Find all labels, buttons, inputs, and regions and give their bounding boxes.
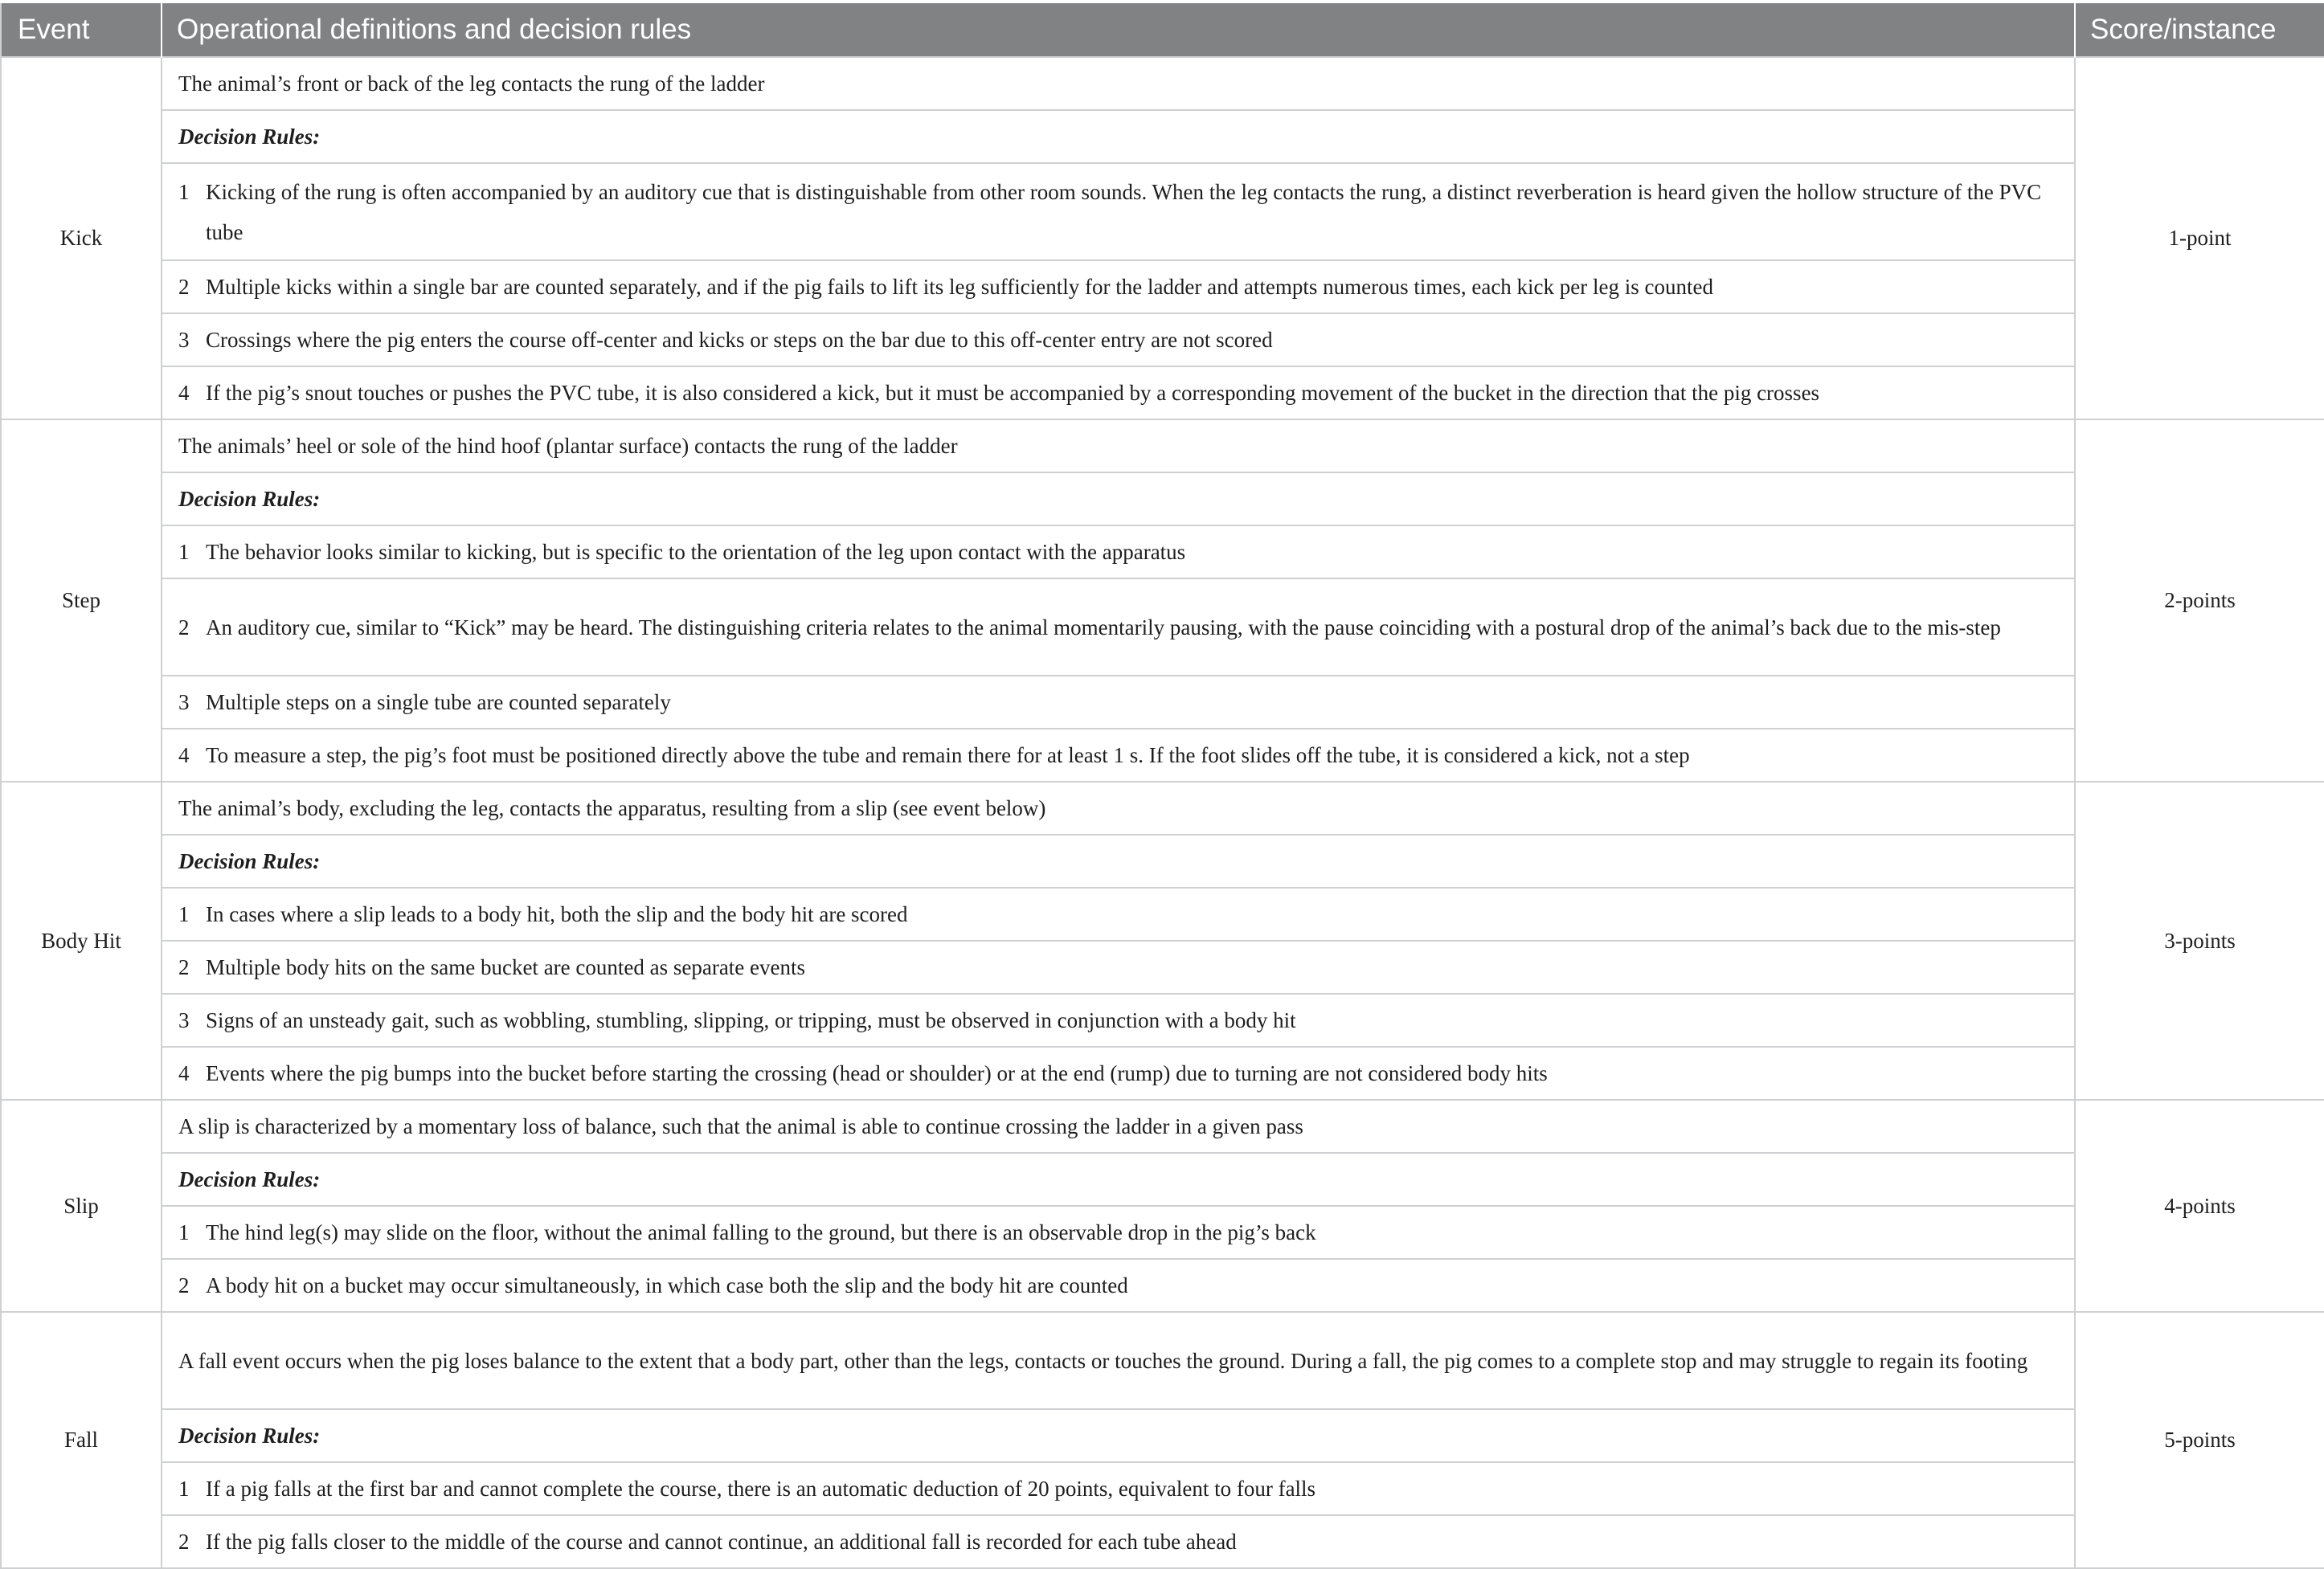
rule-number: 1	[178, 902, 190, 926]
decision-rules-label: Decision Rules:	[162, 110, 2075, 163]
rule-cell	[162, 1047, 2075, 1100]
event-score: 4-points	[2075, 1100, 2324, 1312]
event-name: Kick	[1, 57, 162, 419]
rule-item	[178, 1053, 2060, 1093]
rule-text: Events where the pig bumps into the bucket before starting the crossing (head or shoulder) or at the end (rump) due to turning are not considered body hits	[206, 1061, 1548, 1085]
rule-cell	[162, 888, 2075, 941]
event-row-body-hit	[1, 782, 2324, 835]
rule-number: 3	[178, 690, 190, 714]
event-score: 1-point	[2075, 57, 2324, 419]
rule-number: 4	[178, 381, 190, 405]
event-row-slip	[1, 1100, 2324, 1153]
rule-item	[178, 1265, 2060, 1305]
rule-text: An auditory cue, similar to “Kick” may be heard. The distinguishing criteria relates to the animal momentarily pausing, with the pause coinciding with a postural drop of the animal’s back due to the mis-step	[206, 615, 2001, 639]
scoring-table	[0, 3, 2324, 1569]
rule-text: Multiple kicks within a single bar are counted separately, and if the pig fails to lift its leg sufficiently for the ladder and attempts numerous times, each kick per leg is counted	[206, 275, 1713, 299]
event-name: Body Hit	[1, 782, 162, 1100]
decision-rules-label: Decision Rules:	[162, 472, 2075, 525]
rule-number: 3	[178, 328, 190, 352]
table-body	[1, 57, 2324, 1568]
event-name: Slip	[1, 1100, 162, 1312]
event-definition: The animals’ heel or sole of the hind hoof (plantar surface) contacts the rung of the ladder	[162, 419, 2075, 472]
rule-text: Multiple body hits on the same bucket are counted as separate events	[206, 955, 806, 979]
rule-cell	[162, 366, 2075, 419]
rule-cell	[162, 1259, 2075, 1312]
rule-number: 1	[178, 1477, 190, 1501]
rule-number: 2	[178, 1530, 190, 1554]
rule-item	[178, 532, 2060, 572]
rule-item	[178, 735, 2060, 775]
event-score: 3-points	[2075, 782, 2324, 1100]
rule-cell	[162, 941, 2075, 994]
rule-number: 2	[178, 275, 190, 299]
header-score: Score/instance	[2075, 3, 2324, 57]
rule-text: Kicking of the rung is often accompanied by an auditory cue that is distinguishable from other room sounds. When the leg contacts the rung, a distinct reverberation is heard given the hollow structure of the PVC tube	[206, 179, 2042, 244]
rule-row	[1, 1206, 2324, 1259]
rule-row	[1, 676, 2324, 729]
event-score: 5-points	[2075, 1312, 2324, 1568]
decision-rules-label: Decision Rules:	[162, 835, 2075, 888]
event-definition: A slip is characterized by a momentary loss of balance, such that the animal is able to continue crossing the ladder in a given pass	[162, 1100, 2075, 1153]
header-event: Event	[1, 3, 162, 57]
rule-row	[1, 1259, 2324, 1312]
rule-row	[1, 1047, 2324, 1100]
decision-rules-row	[1, 835, 2324, 888]
event-name: Fall	[1, 1312, 162, 1568]
rule-row	[1, 525, 2324, 578]
rule-number: 1	[178, 179, 190, 204]
rule-number: 3	[178, 1008, 190, 1032]
rule-number: 2	[178, 615, 190, 639]
rule-row	[1, 1462, 2324, 1515]
event-definition: The animal’s body, excluding the leg, contacts the apparatus, resulting from a slip (see event below)	[162, 782, 2075, 835]
event-score: 2-points	[2075, 419, 2324, 782]
decision-rules-row	[1, 110, 2324, 163]
decision-rules-row	[1, 472, 2324, 525]
rule-cell	[162, 313, 2075, 366]
rule-cell	[162, 1206, 2075, 1259]
rule-row	[1, 1515, 2324, 1568]
event-row-fall	[1, 1312, 2324, 1409]
rule-item	[178, 172, 2060, 252]
rule-cell	[162, 525, 2075, 578]
rule-text: If the pig falls closer to the middle of the course and cannot continue, an additional fall is recorded for each tube ahead	[206, 1530, 1237, 1554]
rule-number: 1	[178, 540, 190, 564]
rule-row	[1, 994, 2324, 1047]
rule-cell	[162, 260, 2075, 313]
rule-item	[178, 373, 2060, 413]
event-row-step	[1, 419, 2324, 472]
rule-number: 1	[178, 1220, 190, 1244]
rule-row	[1, 729, 2324, 782]
rule-item	[178, 1212, 2060, 1252]
rule-text: To measure a step, the pig’s foot must be positioned directly above the tube and remain there for at least 1 s. If the foot slides off the tube, it is considered a kick, not a step	[206, 743, 1690, 767]
event-row-kick	[1, 57, 2324, 110]
rule-text: A body hit on a bucket may occur simultaneously, in which case both the slip and the body hit are counted	[206, 1273, 1128, 1297]
rule-row	[1, 163, 2324, 260]
rule-text: The behavior looks similar to kicking, but is specific to the orientation of the leg upon contact with the apparatus	[206, 540, 1186, 564]
rule-row	[1, 366, 2324, 419]
event-name: Step	[1, 419, 162, 782]
rule-cell	[162, 1515, 2075, 1568]
decision-rules-label: Decision Rules:	[162, 1153, 2075, 1206]
rule-cell	[162, 578, 2075, 676]
rule-row	[1, 578, 2324, 676]
rule-item	[178, 947, 2060, 987]
rule-text: If the pig’s snout touches or pushes the PVC tube, it is also considered a kick, but it must be accompanied by a corresponding movement of the bucket in the direction that the pig crosses	[206, 381, 1820, 405]
rule-number: 2	[178, 955, 190, 979]
rule-text: Multiple steps on a single tube are counted separately	[206, 690, 671, 714]
decision-rules-row	[1, 1409, 2324, 1462]
event-definition: A fall event occurs when the pig loses balance to the extent that a body part, other than the legs, contacts or touches the ground. During a fall, the pig comes to a complete stop and may struggle to regain its footing	[162, 1312, 2075, 1409]
decision-rules-row	[1, 1153, 2324, 1206]
rule-cell	[162, 994, 2075, 1047]
rule-text: The hind leg(s) may slide on the floor, without the animal falling to the ground, but there is an observable drop in the pig’s back	[206, 1220, 1316, 1244]
rule-cell	[162, 729, 2075, 782]
rule-item	[178, 1469, 2060, 1509]
rule-row	[1, 888, 2324, 941]
header-row	[1, 3, 2324, 57]
rule-item	[178, 607, 2060, 648]
rule-text: Crossings where the pig enters the course off-center and kicks or steps on the bar due to this off-center entry are not scored	[206, 328, 1273, 352]
rule-cell	[162, 676, 2075, 729]
rule-text: Signs of an unsteady gait, such as wobbling, stumbling, slipping, or tripping, must be observed in conjunction with a body hit	[206, 1008, 1296, 1032]
rule-item	[178, 682, 2060, 722]
rule-row	[1, 313, 2324, 366]
rule-item	[178, 320, 2060, 360]
rule-text: If a pig falls at the first bar and cannot complete the course, there is an automatic deduction of 20 points, equivalent to four falls	[206, 1477, 1316, 1501]
header-definitions: Operational definitions and decision rules	[162, 3, 2075, 57]
rule-item	[178, 1000, 2060, 1040]
rule-number: 2	[178, 1273, 190, 1297]
rule-cell	[162, 1462, 2075, 1515]
rule-item	[178, 267, 2060, 307]
rule-item	[178, 1522, 2060, 1562]
rule-row	[1, 941, 2324, 994]
rule-row	[1, 260, 2324, 313]
event-definition: The animal’s front or back of the leg contacts the rung of the ladder	[162, 57, 2075, 110]
rule-number: 4	[178, 1061, 190, 1085]
rule-text: In cases where a slip leads to a body hit, both the slip and the body hit are scored	[206, 902, 908, 926]
decision-rules-label: Decision Rules:	[162, 1409, 2075, 1462]
rule-cell	[162, 163, 2075, 260]
rule-number: 4	[178, 743, 190, 767]
rule-item	[178, 894, 2060, 934]
